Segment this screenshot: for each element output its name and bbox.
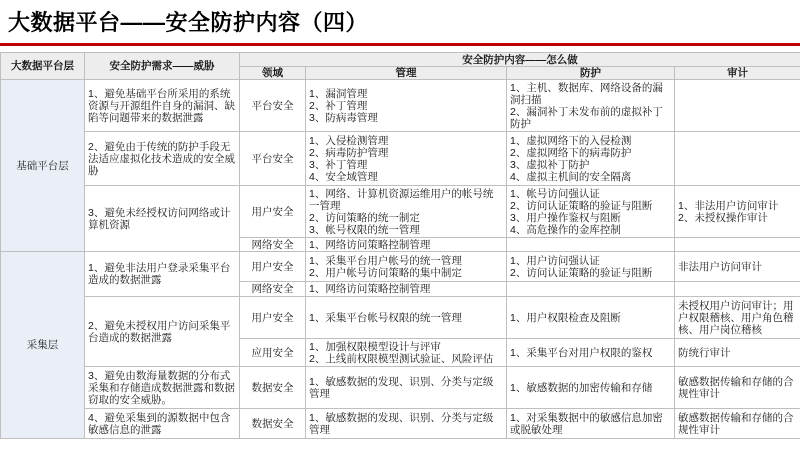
requirement-cell: 3、避免由数海量数据的分布式采集和存储造成数据泄露和数据窃取的安全威胁。	[85, 367, 240, 409]
audit-cell: 防统行审计	[675, 339, 800, 367]
protection-cell	[507, 282, 675, 297]
management-cell: 1、网络、计算机资源运维用户的帐号统一管理 2、访问策略的统一制定 3、帐号权限的统一管理	[306, 186, 507, 238]
management-cell: 1、网络访问策略控制管理	[306, 238, 507, 252]
field-cell: 用户安全	[240, 252, 306, 282]
protection-cell	[507, 238, 675, 252]
protection-cell: 1、对采集数据中的敏感信息加密或脱敏处理	[507, 409, 675, 439]
header-requirement: 安全防护需求——威胁	[85, 53, 240, 80]
audit-cell: 敏感数据传输和存储的合规性审计	[675, 409, 800, 439]
header-howto: 安全防护内容——怎么做	[240, 53, 800, 67]
section-base: 基础平台层	[1, 80, 85, 252]
requirement-cell: 3、避免未经授权访问网络或计算机资源	[85, 186, 240, 252]
audit-cell: 非法用户访问审计	[675, 252, 800, 282]
field-cell: 数据安全	[240, 367, 306, 409]
requirement-cell: 2、避免由于传统的防护手段无法适应虚拟化技术造成的安全威胁	[85, 132, 240, 186]
protection-cell: 1、虚拟网络下的入侵检测 2、虚拟网络下的病毒防护 3、虚拟补丁防护 4、虚拟主机间的安全隔离	[507, 132, 675, 186]
protection-cell: 1、采集平台对用户权限的鉴权	[507, 339, 675, 367]
field-cell: 数据安全	[240, 409, 306, 439]
field-cell: 网络安全	[240, 238, 306, 252]
requirement-cell: 1、避免基础平台所采用的系统资源与开源组件自身的漏洞、缺陷等问题带来的数据泄露	[85, 80, 240, 132]
audit-cell	[675, 80, 800, 132]
security-table	[0, 52, 800, 439]
management-cell: 1、采集平台用户帐号的统一管理 2、用户帐号访问策略的集中制定	[306, 252, 507, 282]
table-row	[1, 297, 800, 339]
management-cell: 1、敏感数据的发现、识别、分类与定级管理	[306, 409, 507, 439]
protection-cell: 1、敏感数据的加密传输和存储	[507, 367, 675, 409]
header-layer: 大数据平台层	[1, 53, 85, 80]
title-underline	[0, 43, 800, 46]
table-row	[1, 252, 800, 282]
audit-cell	[675, 238, 800, 252]
management-cell: 1、入侵检测管理 2、病毒防护管理 3、补丁管理 4、安全域管理	[306, 132, 507, 186]
protection-cell: 1、用户访问强认证 2、访问认证策略的验证与阻断	[507, 252, 675, 282]
audit-cell	[675, 282, 800, 297]
field-cell: 平台安全	[240, 80, 306, 132]
audit-cell: 未授权用户访问审计；用户权限稽核、用户角色稽核、用户岗位稽核	[675, 297, 800, 339]
field-cell: 平台安全	[240, 132, 306, 186]
protection-cell: 1、用户权限检查及阻断	[507, 297, 675, 339]
field-cell: 用户安全	[240, 297, 306, 339]
management-cell: 1、网络访问策略控制管理	[306, 282, 507, 297]
header-audit: 审计	[675, 67, 800, 80]
table-row	[1, 186, 800, 238]
field-cell: 应用安全	[240, 339, 306, 367]
table-row	[1, 80, 800, 132]
audit-cell: 敏感数据传输和存储的合规性审计	[675, 367, 800, 409]
audit-cell	[675, 132, 800, 186]
requirement-cell: 1、避免非法用户登录采集平台造成的数据泄露	[85, 252, 240, 297]
header-field: 领域	[240, 67, 306, 80]
protection-cell: 1、帐号访问强认证 2、访问认证策略的验证与阻断 3、用户操作鉴权与阻断 4、高危操作的金库控制	[507, 186, 675, 238]
table-row	[1, 367, 800, 409]
protection-cell: 1、主机、数据库、网络设备的漏洞扫描 2、漏洞补丁未发布前的虚拟补丁防护	[507, 80, 675, 132]
field-cell: 用户安全	[240, 186, 306, 238]
field-cell: 网络安全	[240, 282, 306, 297]
table-row	[1, 409, 800, 439]
management-cell: 1、漏洞管理 2、补丁管理 3、防病毒管理	[306, 80, 507, 132]
management-cell: 1、采集平台帐号权限的统一管理	[306, 297, 507, 339]
requirement-cell: 2、避免未授权用户访问采集平台造成的数据泄露	[85, 297, 240, 367]
requirement-cell: 4、避免采集到的源数据中包含敏感信息的泄露	[85, 409, 240, 439]
page-title: 大数据平台——安全防护内容（四）	[8, 10, 369, 35]
header-protection: 防护	[507, 67, 675, 80]
management-cell: 1、敏感数据的发现、识别、分类与定级管理	[306, 367, 507, 409]
management-cell: 1、加强权限模型设计与评审 2、上线前权限模型测试验证、风险评估	[306, 339, 507, 367]
header-management: 管理	[306, 67, 507, 80]
audit-cell: 1、非法用户访问审计 2、未授权操作审计	[675, 186, 800, 238]
section-collect: 采集层	[1, 252, 85, 439]
table-row	[1, 132, 800, 186]
